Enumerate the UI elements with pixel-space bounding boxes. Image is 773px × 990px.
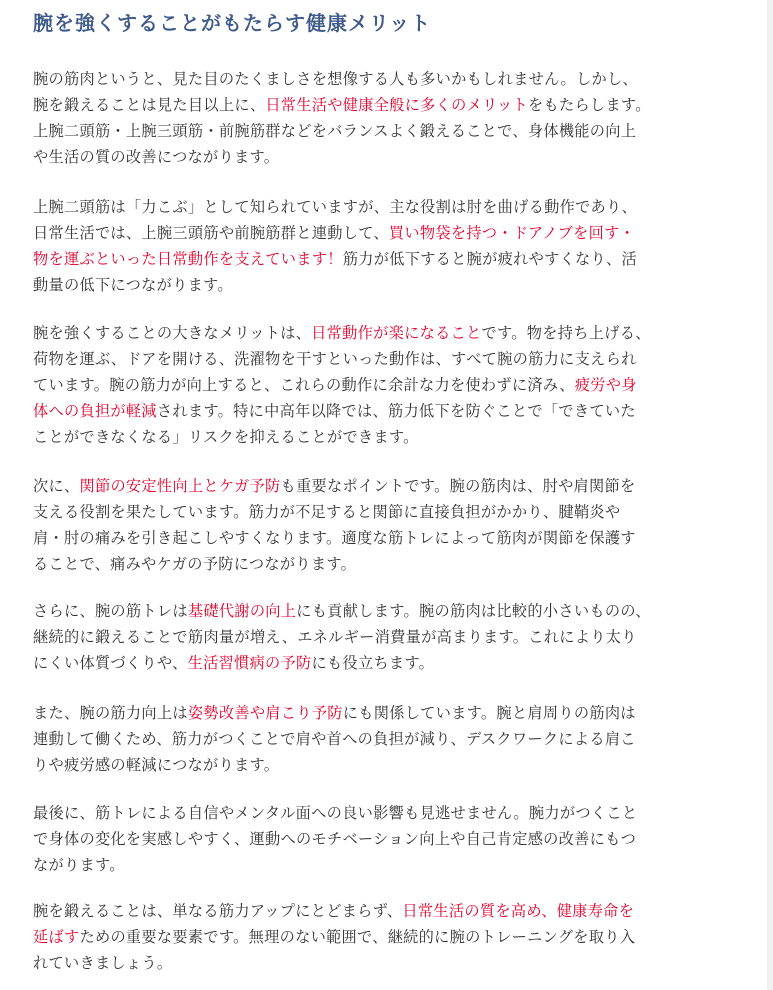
text-line [33,551,636,577]
highlighted-text: 関節の安定性向上とケガ予防 [79,477,281,495]
body-text: 腕を強くすることの大きなメリットは、 [33,324,312,342]
highlighted-text: 基礎代謝の向上 [187,602,297,620]
text-line [33,752,636,778]
text-line [33,800,637,826]
highlighted-text: 日常生活の質を高め、健康寿命を [402,902,635,920]
text-line [33,398,651,424]
text-line [33,144,651,170]
body-text: 支える役割を果たしています。筋力が不足すると関節に直接負担がかかり、腱鞘炎や [33,503,621,521]
paragraph-joint-stability [33,473,636,577]
body-text: りや疲労感の軽減につながります。 [33,756,280,774]
text-line [33,424,651,450]
body-text: 筋力が低下すると腕が疲れやすくなり、活 [342,250,638,268]
highlighted-text: 延ばす [33,928,80,946]
highlighted-text: 疲労や身 [574,376,637,394]
body-text: ことができなくなる」リスクを抑えることができます。 [33,428,419,446]
body-text: をもたらします。 [528,96,651,114]
text-line [33,92,651,118]
highlighted-text: 体への負担が軽減 [33,402,157,420]
body-text: 継続的に鍛えることで筋肉量が増え、エネルギー消費量が高まります。これにより太り [33,628,637,646]
body-text: も重要なポイントです。腕の筋肉は、肘や肩関節を [280,477,636,495]
text-line [33,499,636,525]
paragraph-intro [33,66,651,170]
highlighted-text: 日常生活や健康全般に多くのメリット [265,96,528,114]
body-text: 次に、 [33,477,80,495]
text-line [33,320,651,346]
body-text: です。物を持ち上げる、 [481,324,651,342]
body-text: また、腕の筋力向上は [33,704,188,722]
article-section [33,0,757,972]
text-line [33,372,651,398]
paragraph-mental-health [33,800,637,878]
paragraph-conclusion [33,898,635,976]
text-line [33,66,651,92]
text-line [33,924,635,950]
body-text: で身体の変化を実感しやすく、運動へのモチベーション向上や自己肯定感の改善にもつ [33,830,637,848]
highlighted-text: 買い物袋を持つ・ドアノブを回す・ [388,224,636,242]
paragraph-metabolism [33,598,651,676]
body-text: 腕の筋肉というと、見た目のたくましさを想像する人も多いかもしれません。しかし、 [33,70,638,88]
paragraph-daily-activities [33,320,651,450]
body-text: 上腕二頭筋・上腕三頭筋・前腕筋群などをバランスよく鍛えることで、身体機能の向上 [33,122,637,140]
body-text: されます。特に中高年以降では、筋力低下を防ぐことで「できていた [156,402,636,420]
body-text: 荷物を運ぶ、ドアを開ける、洗濯物を干すといった動作は、すべて腕の筋力に支えられ [33,350,637,368]
body-text: 肩・肘の痛みを引き起こしやすくなります。適度な筋トレによって筋肉が関節を保護す [33,529,636,547]
body-text: ることで、痛みやケガの予防につながります。 [33,555,357,573]
body-text: 日常生活では、上腕三頭筋や前腕筋群と連動して、 [33,224,389,242]
section-heading: 腕を強くすることがもたらす健康メリット [33,11,432,35]
text-line [33,598,651,624]
text-line [33,246,637,272]
text-line [33,898,635,924]
body-text: 腕を鍛えることは見た目以上に、 [33,96,266,114]
text-line [33,950,635,976]
body-text: にも関係しています。腕と肩周りの筋肉は [342,704,636,722]
text-line [33,726,636,752]
body-text: れていきましょう。 [33,954,173,972]
body-text: ながります。 [33,856,125,874]
body-text: 上腕二頭筋は「力こぶ」として知られていますが、主な役割は肘を曲げる動作であり、 [33,198,638,216]
highlighted-text: 物を運ぶといった日常動作を支えています！ [33,250,343,268]
body-text: にも役立ちます。 [311,654,435,672]
highlighted-text: 姿勢改善や肩こり予防 [187,704,343,722]
text-line [33,700,636,726]
text-line [33,118,651,144]
text-line [33,650,651,676]
text-line [33,473,636,499]
body-text: さらに、腕の筋トレは [33,602,188,620]
text-line [33,852,637,878]
text-line [33,346,651,372]
page-scrollbar[interactable] [767,0,773,990]
text-line [33,272,637,298]
body-text: 最後に、筋トレによる自信やメンタル面への良い影響も見逃せません。腕力がつくこと [33,804,638,822]
highlighted-text: 日常動作が楽になること [311,324,482,342]
body-text: や生活の質の改善につながります。 [33,148,280,166]
body-text: ための重要な要素です。無理のない範囲で、継続的に腕のトレーニングを取り入 [79,928,636,946]
text-line [33,525,636,551]
text-line [33,624,651,650]
body-text: にも貢献します。腕の筋肉は比較的小さいものの、 [296,602,651,620]
body-text: にくい体質づくりや、 [33,654,188,672]
body-text: 連動して働くため、筋力がつくことで肩や首への負担が減り、デスクワークによる肩こ [33,730,636,748]
text-line [33,826,637,852]
text-line [33,194,637,220]
text-line [33,220,637,246]
paragraph-posture [33,700,636,778]
highlighted-text: 生活習慣病の予防 [187,654,312,672]
body-text: 動量の低下につながります。 [33,276,233,294]
body-text: ています。腕の筋力が向上すると、これらの動作に余計な力を使わずに済み、 [33,376,575,394]
paragraph-biceps-role [33,194,637,298]
body-text: 腕を鍛えることは、単なる筋力アップにとどまらず、 [33,902,403,920]
